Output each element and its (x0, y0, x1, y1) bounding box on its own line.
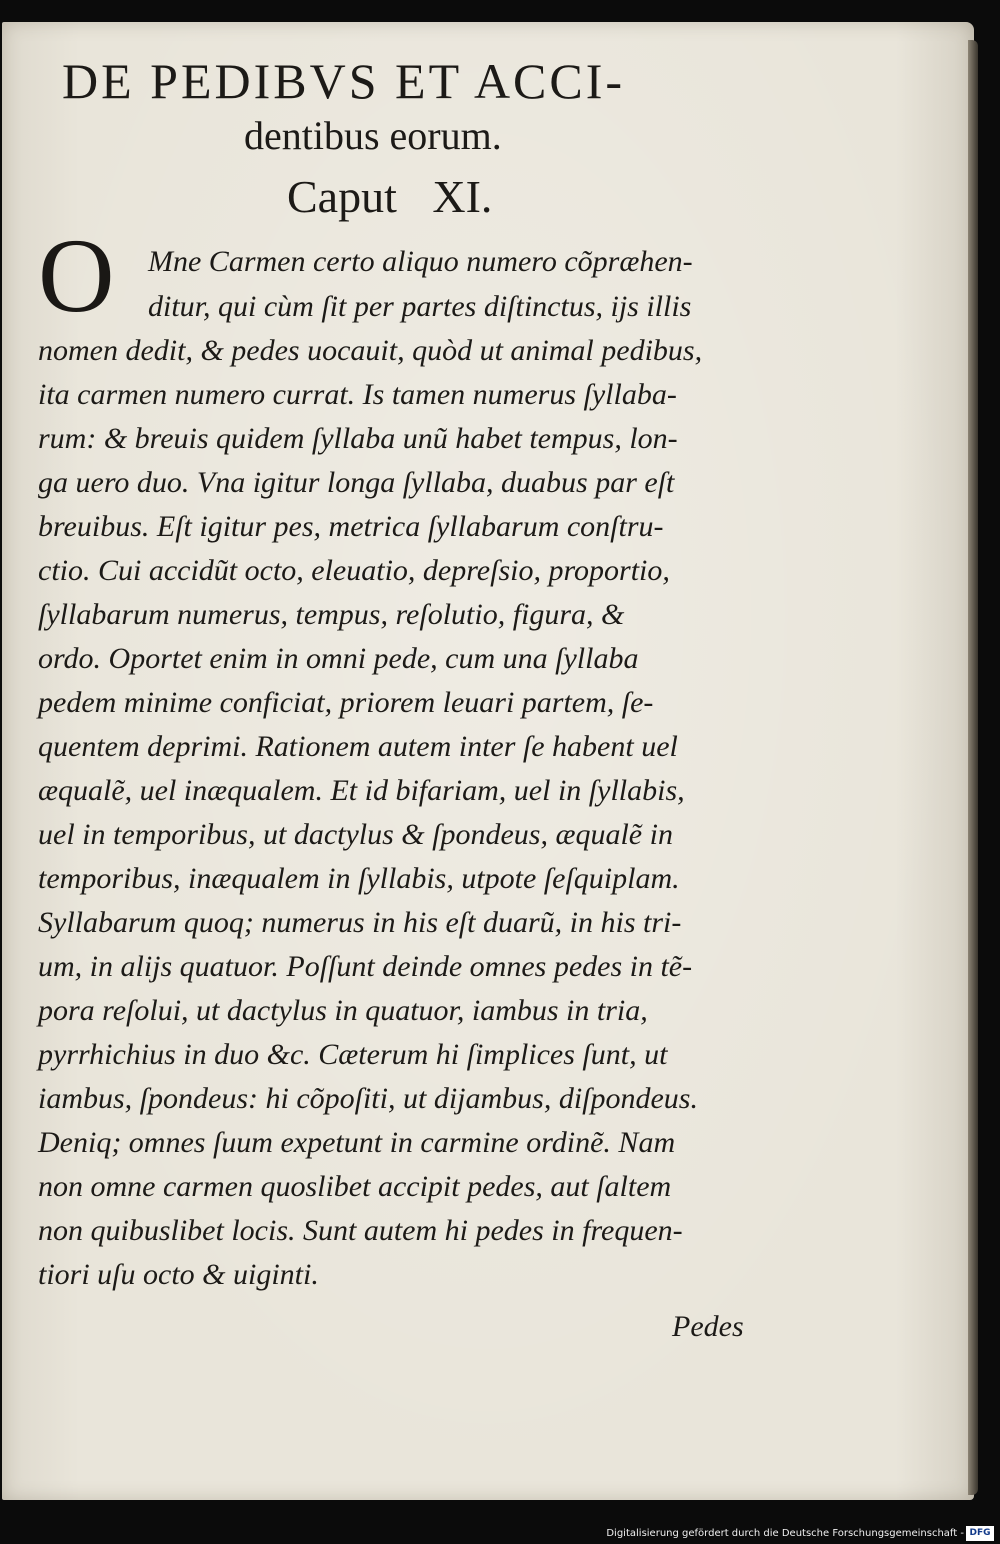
text-line: breuibus. Eſt igitur pes, metrica ſyllabarum conſtru- (38, 510, 664, 543)
digitization-credit: Digitalisierung gefördert durch die Deutsche Forschungsgemeinschaft - (606, 1528, 964, 1539)
text-line: ſyllabarum numerus, tempus, reſolutio, figura, & (38, 598, 625, 631)
page-edge (968, 40, 978, 1495)
text-line: ga uero duo. Vna igitur longa ſyllaba, duabus par eſt (38, 466, 675, 499)
text-line: uel in temporibus, ut dactylus & ſpondeus, æqualẽ in (38, 818, 673, 851)
drop-cap-initial: O (38, 217, 115, 334)
text-line: Syllabarum quoq; numerus in his eſt duarũ, in his tri- (38, 906, 682, 939)
text-line: ita carmen numero currat. Is tamen numerus ſyllaba- (38, 378, 677, 411)
text-line: um, in alijs quatuor. Poſſunt deinde omnes pedes in tẽ- (38, 950, 693, 983)
text-line: ctio. Cui accidũt octo, eleuatio, depreſsio, proportio, (38, 554, 670, 587)
text-line: ordo. Oportet enim in omni pede, cum una ſyllaba (38, 642, 639, 675)
text-line: tiori uſu octo & uiginti. (38, 1258, 319, 1291)
text-line: æqualẽ, uel inæqualem. Et id bifariam, uel in ſyllabis, (38, 774, 685, 807)
chapter-heading-line-2: dentibus eorum. (244, 113, 502, 158)
text-line: iambus, ſpondeus: hi cõpoſiti, ut dijambus, diſpondeus. (38, 1082, 698, 1115)
chapter-number: Caput XI. (287, 171, 493, 222)
catchword: Pedes (672, 1310, 744, 1343)
text-line: ditur, qui cùm ſit per partes diſtinctus, ijs illis (148, 290, 692, 323)
text-line: pedem minime conficiat, priorem leuari partem, ſe- (38, 686, 654, 719)
text-line: temporibus, inæqualem in ſyllabis, utpote ſeſquiplam. (38, 862, 680, 895)
text-line: Deniq; omnes ſuum expetunt in carmine ordinẽ. Nam (38, 1126, 676, 1159)
text-line: non omne carmen quoslibet accipit pedes, aut ſaltem (38, 1170, 672, 1203)
text-line: non quibuslibet locis. Sunt autem hi pedes in frequen- (38, 1214, 683, 1247)
dfg-logo: DFG (966, 1526, 994, 1541)
text-line: rum: & breuis quidem ſyllaba unũ habet tempus, lon- (38, 422, 678, 455)
text-line: pyrrhichius in duo &c. Cæterum hi ſimplices ſunt, ut (38, 1038, 668, 1071)
text-line: pora reſolui, ut dactylus in quatuor, iambus in tria, (38, 994, 648, 1027)
text-line: Mne Carmen certo aliquo numero cõpræhen- (148, 245, 693, 278)
text-line: quentem deprimi. Rationem autem inter ſe habent uel (38, 730, 678, 763)
text-line: nomen dedit, & pedes uocauit, quòd ut animal pedibus, (38, 334, 703, 367)
chapter-heading-line-1: DE PEDIBVS ET ACCI- (62, 53, 626, 109)
